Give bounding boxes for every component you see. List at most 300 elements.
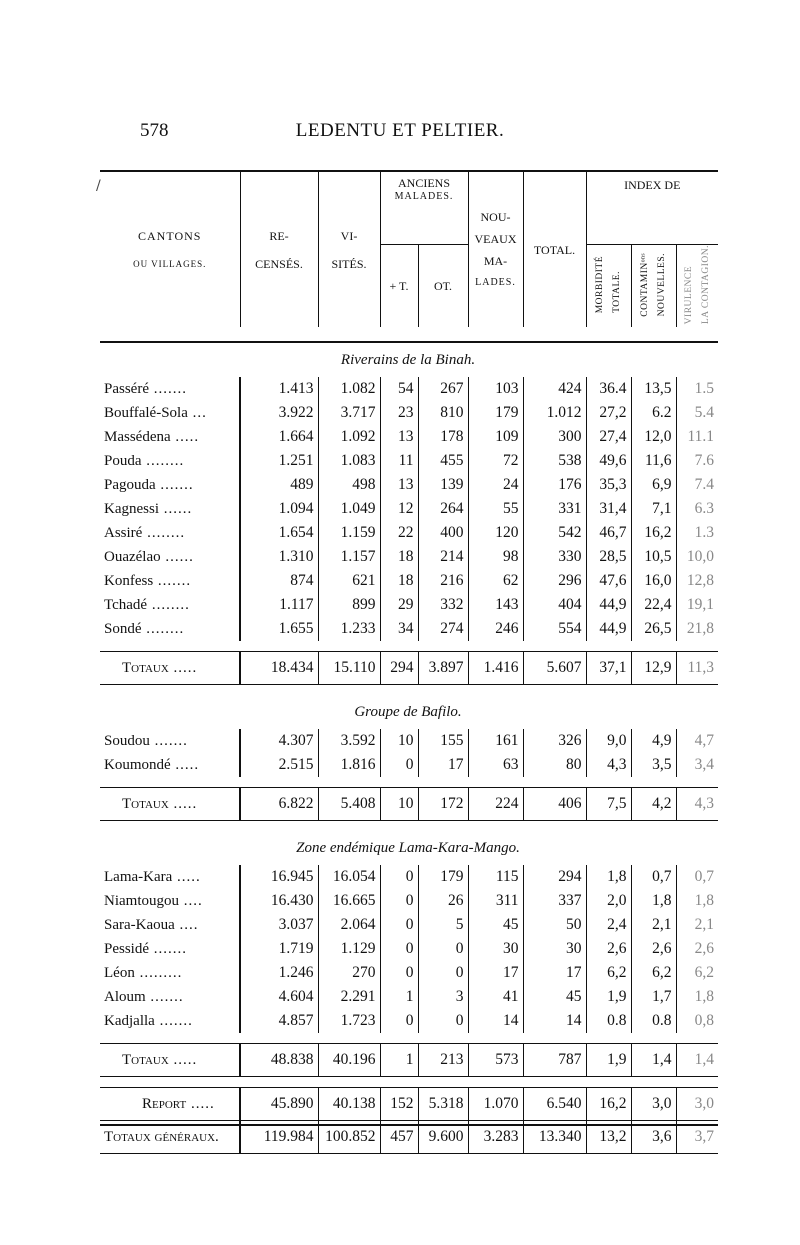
row-name	[100, 1044, 240, 1077]
cell-nouveaux: 72	[468, 449, 523, 473]
table-row	[100, 425, 718, 449]
cell-nouveaux: 30	[468, 937, 523, 961]
row-name	[100, 889, 240, 913]
running-title: LEDENTU ET PELTIER.	[295, 120, 505, 141]
cell-recenses: 3.037	[240, 913, 318, 937]
cell-morbidite: 47,6	[586, 569, 631, 593]
leader-dots: .....	[170, 428, 200, 445]
cell-total: 50	[523, 913, 586, 937]
cell-morbidite: 13,2	[586, 1121, 631, 1154]
cell-ot: 213	[418, 1044, 468, 1077]
cell-recenses: 4.857	[240, 1009, 318, 1033]
header-cantons-sub: OU VILLAGES.	[133, 258, 207, 269]
leader-dots: ....	[174, 916, 199, 933]
cell-total: 554	[523, 617, 586, 641]
cell-third: 7.4	[676, 473, 718, 497]
cell-ot: 26	[418, 889, 468, 913]
table-body	[100, 342, 718, 1154]
cell-contamination: 16,2	[631, 521, 676, 545]
page-number: 578	[140, 120, 169, 141]
cell-recenses: 4.604	[240, 985, 318, 1009]
table-row	[100, 913, 718, 937]
table-row	[100, 865, 718, 889]
cell-total: 296	[523, 569, 586, 593]
cell-third: 10,0	[676, 545, 718, 569]
section-title: Zone endémique Lama-Kara-Mango.	[296, 839, 520, 856]
row-name-text: Niamtougou	[104, 892, 179, 909]
cell-recenses: 1.246	[240, 961, 318, 985]
cell-ot: 216	[418, 569, 468, 593]
leader-dots: .....	[168, 795, 198, 812]
cell-plus-t: 10	[380, 788, 418, 821]
row-name-text: Bouffalé-Sola	[104, 404, 188, 421]
cell-visites: 40.138	[318, 1088, 380, 1121]
spacer-cell	[100, 1033, 718, 1044]
cell-ot: 5	[418, 913, 468, 937]
spacer-row	[100, 641, 718, 652]
cell-morbidite: 36.4	[586, 377, 631, 401]
leader-dots: ....	[179, 892, 203, 909]
cell-nouveaux: 45	[468, 913, 523, 937]
spacer-row	[100, 1033, 718, 1044]
cell-plus-t: 13	[380, 425, 418, 449]
cell-ot: 5.318	[418, 1088, 468, 1121]
cell-contamination: 13,5	[631, 377, 676, 401]
cell-contamination: 1,4	[631, 1044, 676, 1077]
cell-visites: 5.408	[318, 788, 380, 821]
header-morbidite-1: MORBIDITÉ	[595, 255, 605, 314]
cell-ot: 0	[418, 1009, 468, 1033]
section-total-row	[100, 652, 718, 685]
row-name	[100, 1088, 240, 1121]
row-name	[100, 449, 240, 473]
table-row	[100, 985, 718, 1009]
cell-nouveaux: 311	[468, 889, 523, 913]
cell-third: 1,4	[676, 1044, 718, 1077]
cell-morbidite: 2,4	[586, 913, 631, 937]
cell-visites: 270	[318, 961, 380, 985]
cell-total: 404	[523, 593, 586, 617]
cell-recenses: 16.945	[240, 865, 318, 889]
cell-visites: 1.129	[318, 937, 380, 961]
header-recenses	[240, 172, 318, 327]
cell-visites: 2.064	[318, 913, 380, 937]
cell-third: 5.4	[676, 401, 718, 425]
header-contamination-1: CONTAMINᵒⁿˢ	[640, 252, 650, 317]
cell-visites: 1.233	[318, 617, 380, 641]
cell-visites: 1.049	[318, 497, 380, 521]
cell-nouveaux: 179	[468, 401, 523, 425]
cell-morbidite: 4,3	[586, 753, 631, 777]
header-nouveaux-2: VEAUX	[474, 231, 517, 246]
cell-morbidite: 2,0	[586, 889, 631, 913]
cell-plus-t: 23	[380, 401, 418, 425]
cell-nouveaux: 224	[468, 788, 523, 821]
leader-dots: .....	[172, 868, 201, 885]
table-row	[100, 473, 718, 497]
header-third-index	[676, 245, 718, 328]
spacer-row	[100, 685, 718, 696]
table-row	[100, 497, 718, 521]
cell-contamination: 10,5	[631, 545, 676, 569]
row-name	[100, 1009, 240, 1033]
cell-morbidite: 1,8	[586, 865, 631, 889]
section-title: Groupe de Bafilo.	[354, 703, 462, 720]
cell-total: 326	[523, 729, 586, 753]
cell-recenses: 2.515	[240, 753, 318, 777]
cell-ot: 214	[418, 545, 468, 569]
cell-ot: 9.600	[418, 1121, 468, 1154]
cell-recenses: 6.822	[240, 788, 318, 821]
header-ot: OT.	[418, 245, 468, 328]
cell-recenses: 16.430	[240, 889, 318, 913]
leader-dots: .......	[149, 940, 187, 957]
table-row	[100, 1009, 718, 1033]
cell-visites: 2.291	[318, 985, 380, 1009]
cell-third: 6,2	[676, 961, 718, 985]
leader-dots: .....	[186, 1095, 215, 1112]
cell-recenses: 1.310	[240, 545, 318, 569]
cell-ot: 3	[418, 985, 468, 1009]
cell-visites: 15.110	[318, 652, 380, 685]
cell-total: 406	[523, 788, 586, 821]
row-name	[100, 497, 240, 521]
cell-plus-t: 0	[380, 753, 418, 777]
cell-plus-t: 12	[380, 497, 418, 521]
cell-third: 2,1	[676, 913, 718, 937]
cell-ot: 17	[418, 753, 468, 777]
row-name-text: Koumondé	[104, 756, 171, 773]
cell-third: 6.3	[676, 497, 718, 521]
row-name	[100, 729, 240, 753]
row-name	[100, 865, 240, 889]
header-nouveaux-4: LADES.	[475, 276, 516, 288]
cell-total: 14	[523, 1009, 586, 1033]
cell-ot: 264	[418, 497, 468, 521]
header-anciens-1: ANCIENS	[397, 176, 450, 190]
header-third-1: VIRULENCE	[683, 265, 694, 325]
row-name-text: Totaux	[122, 659, 169, 676]
row-name	[100, 425, 240, 449]
cell-morbidite: 44,9	[586, 617, 631, 641]
cell-total: 45	[523, 985, 586, 1009]
section-heading-row	[100, 831, 718, 865]
grand-total-row	[100, 1121, 718, 1154]
cell-ot: 179	[418, 865, 468, 889]
cell-nouveaux: 1.416	[468, 652, 523, 685]
cell-morbidite: 1,9	[586, 1044, 631, 1077]
cell-recenses: 45.890	[240, 1088, 318, 1121]
cell-recenses: 1.655	[240, 617, 318, 641]
row-name-text: Assiré	[104, 524, 143, 541]
row-name	[100, 937, 240, 961]
cell-morbidite: 44,9	[586, 593, 631, 617]
cell-morbidite: 1,9	[586, 985, 631, 1009]
cell-nouveaux: 63	[468, 753, 523, 777]
header-cantons	[100, 172, 240, 327]
cell-contamination: 1,8	[631, 889, 676, 913]
row-name	[100, 961, 240, 985]
cell-third: 3,4	[676, 753, 718, 777]
cell-third: 1,8	[676, 889, 718, 913]
cell-contamination: 4,9	[631, 729, 676, 753]
row-name-text: Kadjalla	[104, 1012, 155, 1029]
header-morbidite-2: TOTALE.	[612, 271, 622, 314]
row-name-text: Ouazélao	[104, 548, 161, 565]
header-anciens	[380, 172, 468, 245]
section-total-row	[100, 788, 718, 821]
cell-contamination: 11,6	[631, 449, 676, 473]
cell-morbidite: 0.8	[586, 1009, 631, 1033]
cell-total: 424	[523, 377, 586, 401]
cell-morbidite: 28,5	[586, 545, 631, 569]
cell-plus-t: 152	[380, 1088, 418, 1121]
cell-plus-t: 1	[380, 1044, 418, 1077]
statistics-table-frame	[100, 170, 718, 1146]
leader-dots: ......	[160, 548, 194, 565]
cell-total: 542	[523, 521, 586, 545]
cell-contamination: 3,6	[631, 1121, 676, 1154]
row-name-text: Soudou	[104, 732, 150, 749]
cell-visites: 1.092	[318, 425, 380, 449]
cell-recenses: 119.984	[240, 1121, 318, 1154]
header-total: TOTAL.	[523, 172, 586, 327]
table-row	[100, 937, 718, 961]
cell-visites: 1.816	[318, 753, 380, 777]
cell-visites: 1.157	[318, 545, 380, 569]
leader-dots: .....	[168, 659, 198, 676]
leader-dots: ........	[141, 620, 185, 637]
cell-third: 0,8	[676, 1009, 718, 1033]
cell-recenses: 1.094	[240, 497, 318, 521]
cell-total: 30	[523, 937, 586, 961]
row-name-text: Léon	[104, 964, 135, 981]
cell-nouveaux: 573	[468, 1044, 523, 1077]
cell-plus-t: 11	[380, 449, 418, 473]
section-heading-row	[100, 695, 718, 729]
row-name-text: Sondé	[104, 620, 142, 637]
header-rule	[100, 327, 718, 342]
cell-visites: 16.054	[318, 865, 380, 889]
cell-recenses: 1.654	[240, 521, 318, 545]
cell-plus-t: 29	[380, 593, 418, 617]
cell-total: 300	[523, 425, 586, 449]
cell-third: 7.6	[676, 449, 718, 473]
cell-contamination: 1,7	[631, 985, 676, 1009]
header-visites-1: VI-	[340, 228, 358, 243]
header-morbidite	[586, 245, 631, 328]
spacer-cell	[100, 1077, 718, 1088]
header-cantons-label: CANTONS	[138, 228, 202, 243]
cell-nouveaux: 246	[468, 617, 523, 641]
section-total-row	[100, 1044, 718, 1077]
row-name-text: Totaux	[122, 795, 169, 812]
row-name	[100, 473, 240, 497]
cell-ot: 139	[418, 473, 468, 497]
cell-recenses: 3.922	[240, 401, 318, 425]
cell-plus-t: 0	[380, 865, 418, 889]
cell-plus-t: 34	[380, 617, 418, 641]
cell-third: 0,7	[676, 865, 718, 889]
table-row	[100, 569, 718, 593]
corner-mark: /	[96, 178, 101, 194]
cell-nouveaux: 55	[468, 497, 523, 521]
cell-total: 538	[523, 449, 586, 473]
spacer-cell	[100, 777, 718, 788]
cell-contamination: 26,5	[631, 617, 676, 641]
cell-visites: 3.592	[318, 729, 380, 753]
row-name-text: Massédena	[104, 428, 171, 445]
cell-total: 330	[523, 545, 586, 569]
cell-third: 19,1	[676, 593, 718, 617]
cell-nouveaux: 161	[468, 729, 523, 753]
running-head	[0, 120, 800, 144]
leader-dots: .......	[155, 476, 194, 493]
cell-nouveaux: 120	[468, 521, 523, 545]
cell-third: 3,7	[676, 1121, 718, 1154]
row-name-text: Pessidé	[104, 940, 149, 957]
cell-total: 80	[523, 753, 586, 777]
cell-total: 331	[523, 497, 586, 521]
cell-morbidite: 31,4	[586, 497, 631, 521]
cell-total: 294	[523, 865, 586, 889]
cell-plus-t: 0	[380, 913, 418, 937]
header-nouveaux	[468, 172, 523, 327]
row-name-text: Kagnessi	[104, 500, 159, 517]
row-name-text: Report	[142, 1095, 187, 1112]
cell-third: 11.1	[676, 425, 718, 449]
leader-dots: .....	[170, 756, 200, 773]
row-name-text: Konfess	[104, 572, 154, 589]
cell-nouveaux: 62	[468, 569, 523, 593]
header-nouveaux-1: NOU-	[480, 209, 511, 224]
spacer-cell	[100, 821, 718, 832]
cell-nouveaux: 3.283	[468, 1121, 523, 1154]
cell-nouveaux: 109	[468, 425, 523, 449]
cell-visites: 100.852	[318, 1121, 380, 1154]
cell-contamination: 6,2	[631, 961, 676, 985]
row-name	[100, 985, 240, 1009]
table-header	[100, 172, 718, 342]
cell-morbidite: 6,2	[586, 961, 631, 985]
spacer-cell	[100, 685, 718, 696]
cell-third: 3,0	[676, 1088, 718, 1121]
table-row	[100, 521, 718, 545]
cell-plus-t: 0	[380, 1009, 418, 1033]
cell-third: 1.3	[676, 521, 718, 545]
table-row	[100, 961, 718, 985]
cell-morbidite: 2,6	[586, 937, 631, 961]
cell-visites: 16.665	[318, 889, 380, 913]
header-visites-2: SITÉS.	[331, 256, 367, 271]
cell-third: 11,3	[676, 652, 718, 685]
cell-visites: 40.196	[318, 1044, 380, 1077]
cell-morbidite: 27,2	[586, 401, 631, 425]
cell-visites: 621	[318, 569, 380, 593]
cell-contamination: 12,9	[631, 652, 676, 685]
cell-recenses: 18.434	[240, 652, 318, 685]
cell-third: 4,7	[676, 729, 718, 753]
spacer-cell	[100, 641, 718, 652]
row-name-text: Totaux	[122, 1051, 169, 1068]
cell-nouveaux: 1.070	[468, 1088, 523, 1121]
header-visites	[318, 172, 380, 327]
cell-total: 6.540	[523, 1088, 586, 1121]
cell-contamination: 22,4	[631, 593, 676, 617]
cell-ot: 0	[418, 937, 468, 961]
cell-plus-t: 22	[380, 521, 418, 545]
cell-ot: 178	[418, 425, 468, 449]
cell-total: 176	[523, 473, 586, 497]
header-third-2: LA CONTAGION.	[700, 245, 711, 325]
cell-ot: 0	[418, 961, 468, 985]
leader-dots: ........	[142, 524, 186, 541]
cell-nouveaux: 103	[468, 377, 523, 401]
table-row	[100, 753, 718, 777]
row-name-text: Pouda	[104, 452, 142, 469]
section-title: Riverains de la Binah.	[340, 351, 476, 368]
cell-ot: 3.897	[418, 652, 468, 685]
cell-visites: 1.723	[318, 1009, 380, 1033]
cell-ot: 267	[418, 377, 468, 401]
cell-plus-t: 54	[380, 377, 418, 401]
cell-plus-t: 1	[380, 985, 418, 1009]
row-name	[100, 545, 240, 569]
cell-total: 17	[523, 961, 586, 985]
cell-ot: 455	[418, 449, 468, 473]
cell-visites: 1.159	[318, 521, 380, 545]
cell-recenses: 489	[240, 473, 318, 497]
row-name-text: Aloum	[104, 988, 146, 1005]
cell-plus-t: 0	[380, 961, 418, 985]
cell-total: 5.607	[523, 652, 586, 685]
statistics-table	[100, 172, 718, 1154]
cell-morbidite: 37,1	[586, 652, 631, 685]
cell-nouveaux: 17	[468, 961, 523, 985]
cell-ot: 400	[418, 521, 468, 545]
cell-contamination: 3,0	[631, 1088, 676, 1121]
leader-dots: .....	[168, 1051, 198, 1068]
cell-plus-t: 13	[380, 473, 418, 497]
row-name	[100, 593, 240, 617]
cell-recenses: 1.664	[240, 425, 318, 449]
header-contamination	[631, 245, 676, 328]
row-name-text: Pagouda	[104, 476, 156, 493]
leader-dots: .......	[149, 380, 187, 397]
cell-nouveaux: 41	[468, 985, 523, 1009]
leader-dots: ......	[159, 500, 193, 517]
table-row	[100, 617, 718, 641]
row-name	[100, 1121, 240, 1154]
report-row	[100, 1088, 718, 1121]
cell-nouveaux: 115	[468, 865, 523, 889]
row-name	[100, 652, 240, 685]
row-name-text: Sara-Kaoua	[104, 916, 175, 933]
leader-dots: .......	[153, 572, 192, 589]
header-index-label: INDEX DE	[624, 178, 681, 192]
cell-contamination: 16,0	[631, 569, 676, 593]
cell-morbidite: 49,6	[586, 449, 631, 473]
cell-contamination: 0.8	[631, 1009, 676, 1033]
cell-plus-t: 0	[380, 889, 418, 913]
spacer-row	[100, 1077, 718, 1088]
row-name-text: Totaux généraux.	[104, 1128, 219, 1145]
leader-dots: ...	[187, 404, 207, 421]
cell-contamination: 12,0	[631, 425, 676, 449]
leader-dots: ........	[141, 452, 185, 469]
table-row	[100, 593, 718, 617]
cell-total: 337	[523, 889, 586, 913]
